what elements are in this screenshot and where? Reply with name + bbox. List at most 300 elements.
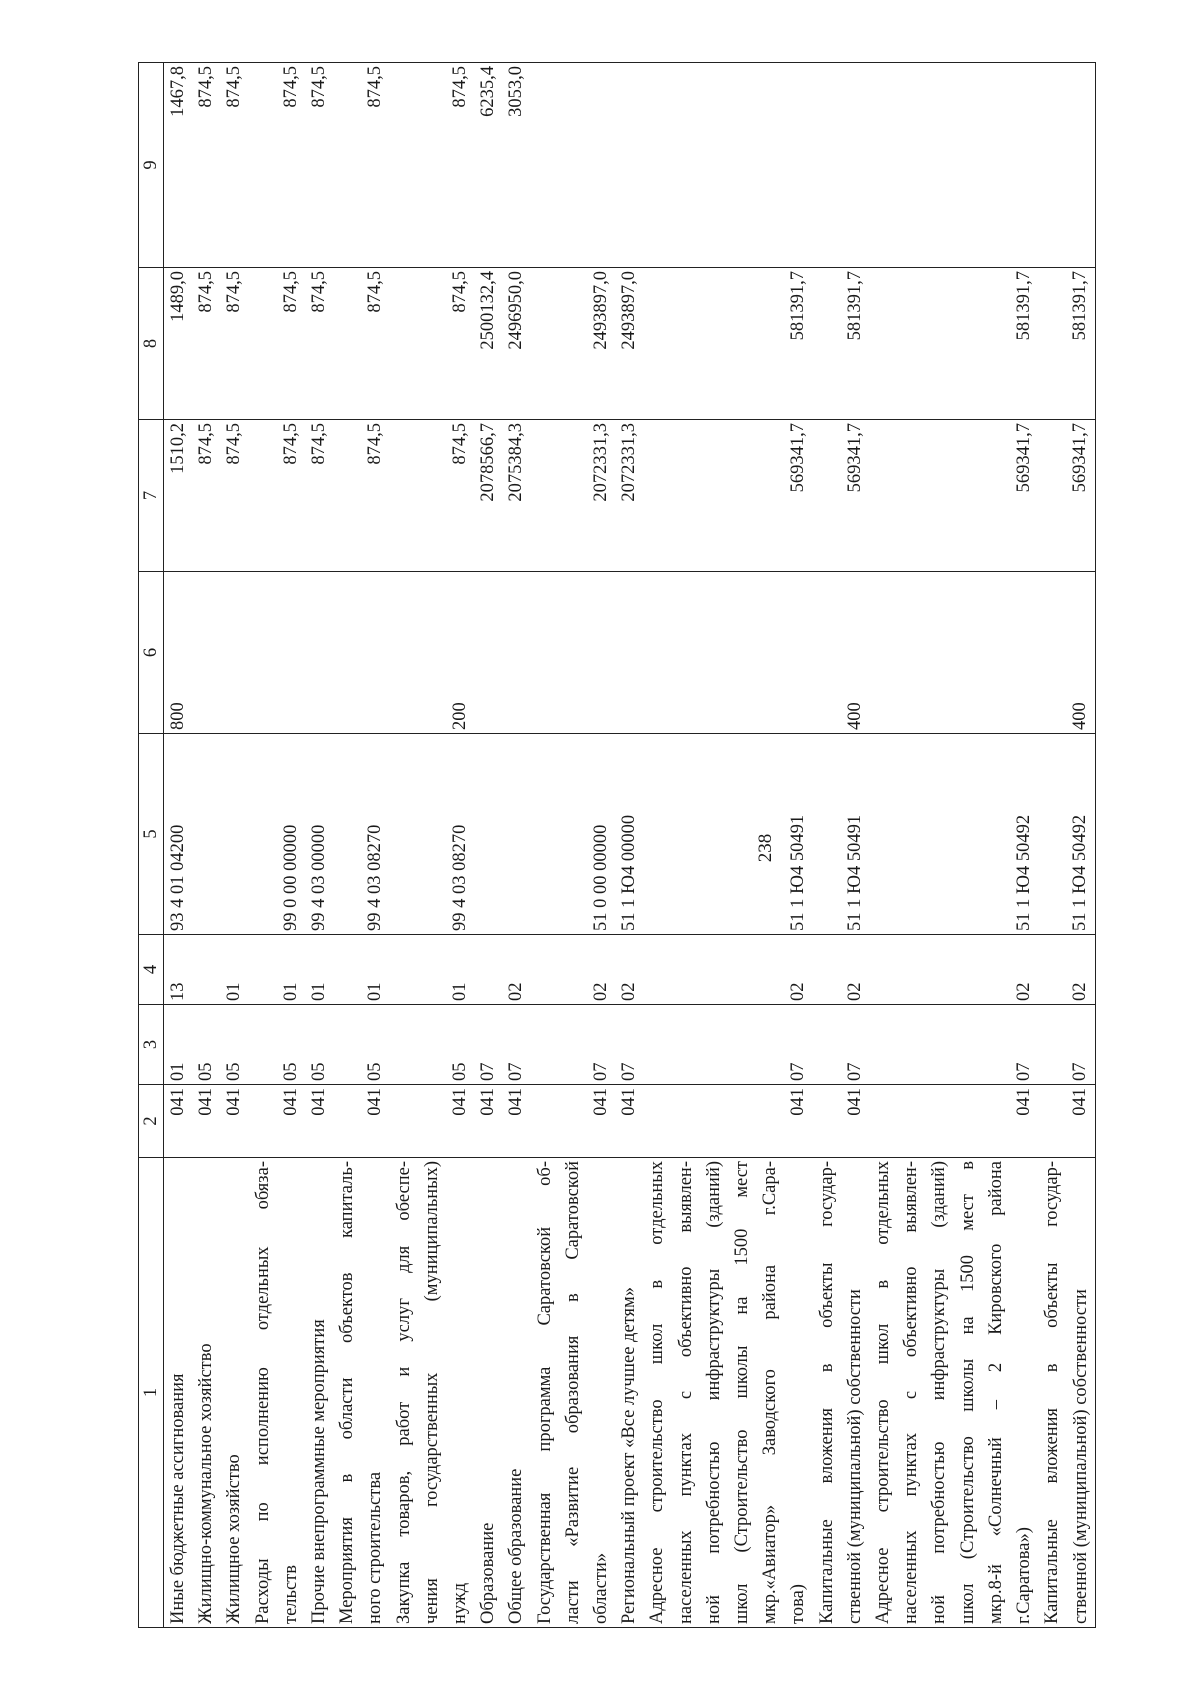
row-name-cell <box>869 1158 1038 1628</box>
code-cell-4-value: 13 <box>168 982 188 1001</box>
amount-cell-7-value: 569341,7 <box>844 423 865 493</box>
amount-cell-8 <box>164 268 193 420</box>
code-cell-2 <box>531 1085 616 1158</box>
code-cell-6 <box>531 572 616 734</box>
column-header: 5 <box>139 734 164 935</box>
code-cell-6 <box>192 572 220 734</box>
code-cell-4-value: 02 <box>844 982 865 1001</box>
row-name-cell <box>305 1158 333 1628</box>
amount-cell-8 <box>813 268 869 420</box>
amount-cell-9 <box>249 63 305 268</box>
code-cell-4 <box>192 935 220 1005</box>
column-header: 6 <box>139 572 164 734</box>
amount-cell-7 <box>531 420 616 572</box>
row-name-line: мкр.8-й «Солнечный – 2 Кировского района <box>985 1161 1006 1624</box>
cell-spacer <box>390 575 446 730</box>
cell-spacer <box>333 1008 361 1081</box>
code-cell-3 <box>813 1005 869 1085</box>
amount-cell-8 <box>249 268 305 420</box>
amount-cell-9-value: 1467,8 <box>168 66 188 117</box>
cell-spacer <box>249 1088 277 1154</box>
row-name-cell <box>390 1158 475 1628</box>
cell-spacer <box>1038 737 1066 931</box>
code-cell-2-value: 041 <box>478 1088 499 1116</box>
cell-spacer <box>390 938 446 1001</box>
amount-cell-9-value: 874,5 <box>280 66 301 108</box>
amount-cell-7 <box>390 420 475 572</box>
amount-cell-9 <box>502 63 530 268</box>
amount-cell-9-value: 874,5 <box>365 66 386 108</box>
row-name-line: населенных пунктах с объективно выявлен- <box>675 1161 696 1624</box>
amount-cell-8 <box>474 268 502 420</box>
row-name-cell <box>164 1158 193 1628</box>
cell-spacer <box>869 271 1010 416</box>
code-cell-4 <box>643 935 812 1005</box>
amount-cell-7-value: 2075384,3 <box>506 423 527 502</box>
column-header: 7 <box>139 420 164 572</box>
row-name-line: Капитальные вложения в объекты государ- <box>816 1161 837 1624</box>
code-cell-5 <box>531 734 616 935</box>
amount-cell-9 <box>305 63 333 268</box>
table-row <box>615 63 643 1628</box>
amount-cell-8-value: 2493897,0 <box>619 271 640 350</box>
code-cell-4-value: 02 <box>591 982 612 1001</box>
amount-cell-8-value: 581391,7 <box>788 271 809 341</box>
row-name-cell <box>502 1158 530 1628</box>
amount-cell-9 <box>615 63 643 268</box>
code-cell-3 <box>502 1005 530 1085</box>
code-cell-4 <box>813 935 869 1005</box>
code-cell-5 <box>333 734 389 935</box>
code-cell-6 <box>1038 572 1095 734</box>
code-cell-2-value: 041 <box>196 1088 217 1116</box>
code-cell-2-value: 041 <box>280 1088 301 1116</box>
code-cell-4 <box>1038 935 1095 1005</box>
amount-cell-7 <box>164 420 193 572</box>
code-cell-3-value: 05 <box>196 1062 217 1081</box>
code-cell-2 <box>164 1085 193 1158</box>
amount-cell-7 <box>474 420 502 572</box>
code-cell-2-value: 041 <box>168 1088 188 1116</box>
code-cell-3 <box>531 1005 616 1085</box>
row-name-cell <box>220 1158 248 1628</box>
row-name-line: Общее образование <box>506 1468 527 1624</box>
code-cell-5 <box>813 734 869 935</box>
code-cell-6 <box>643 572 812 734</box>
code-cell-4 <box>390 935 475 1005</box>
column-header: 1 <box>139 1158 164 1628</box>
code-cell-5 <box>615 734 643 935</box>
row-name-cell <box>1038 1158 1095 1628</box>
cell-spacer <box>333 575 361 730</box>
amount-cell-9 <box>333 63 389 268</box>
cell-spacer <box>390 66 446 264</box>
cell-spacer <box>333 271 361 416</box>
code-cell-3-value: 07 <box>844 1062 865 1081</box>
amount-cell-8 <box>643 268 812 420</box>
code-cell-4-value: 01 <box>309 982 330 1001</box>
code-cell-2 <box>249 1085 305 1158</box>
code-cell-5 <box>869 734 1038 935</box>
code-cell-6 <box>164 572 193 734</box>
row-name-line: Закупка товаров, работ и услуг для обеспе- <box>393 1161 414 1624</box>
amount-cell-9 <box>531 63 616 268</box>
code-cell-6 <box>474 572 502 734</box>
code-cell-3-value: 01 <box>168 1062 188 1081</box>
code-cell-4 <box>615 935 643 1005</box>
code-cell-6-value: 400 <box>1070 702 1091 730</box>
amount-cell-8-value: 874,5 <box>224 271 245 313</box>
row-name-line: ной потребностью инфраструктуры (зданий) <box>929 1161 950 1624</box>
amount-cell-7-value: 569341,7 <box>788 423 809 493</box>
cell-spacer <box>813 938 841 1001</box>
code-cell-2 <box>869 1085 1038 1158</box>
row-name-line: Прочие внепрограммные мероприятия <box>309 1319 330 1624</box>
amount-cell-8 <box>333 268 389 420</box>
amount-cell-8-value: 581391,7 <box>1014 271 1035 341</box>
code-cell-2 <box>390 1085 475 1158</box>
code-cell-4 <box>249 935 305 1005</box>
code-cell-5-value: 51 1 Ю4 50492 <box>1014 814 1035 931</box>
code-cell-3 <box>220 1005 248 1085</box>
amount-cell-8 <box>305 268 333 420</box>
cell-spacer <box>249 737 277 931</box>
table-row <box>1038 63 1095 1628</box>
row-name-line: тельств <box>280 1565 301 1624</box>
amount-cell-9 <box>192 63 220 268</box>
row-name-line: Расходы по исполнению отдельных обяза- <box>252 1161 273 1624</box>
cell-spacer <box>813 271 841 416</box>
code-cell-5 <box>220 734 248 935</box>
column-header: 4 <box>139 935 164 1005</box>
cell-spacer <box>869 423 1010 568</box>
table-row <box>531 63 616 1628</box>
table-row <box>390 63 475 1628</box>
code-cell-5-value: 99 0 00 00000 <box>280 824 301 931</box>
cell-spacer <box>643 1008 784 1081</box>
cell-spacer <box>643 423 784 568</box>
column-header: 9 <box>139 63 164 268</box>
table-row <box>164 63 193 1628</box>
code-cell-3-value: 05 <box>365 1062 386 1081</box>
amount-cell-7-value: 874,5 <box>365 423 386 465</box>
row-name-line: Образование <box>478 1522 499 1624</box>
code-cell-2 <box>474 1085 502 1158</box>
row-name-cell <box>531 1158 616 1628</box>
code-cell-3 <box>474 1005 502 1085</box>
cell-spacer <box>813 737 841 931</box>
code-cell-4-value: 01 <box>224 982 245 1001</box>
amount-cell-7-value: 2072331,3 <box>591 423 612 502</box>
code-cell-6 <box>333 572 389 734</box>
row-name-line: Региональный проект «Все лучшее детям» <box>619 1287 640 1624</box>
code-cell-4 <box>333 935 389 1005</box>
code-cell-2-value: 041 <box>788 1088 809 1116</box>
code-cell-6 <box>305 572 333 734</box>
amount-cell-8 <box>1038 268 1095 420</box>
amount-cell-9 <box>813 63 869 268</box>
amount-cell-7-value: 874,5 <box>196 423 217 465</box>
cell-spacer <box>1038 1008 1066 1081</box>
amount-cell-9 <box>220 63 248 268</box>
rotated-table-wrapper <box>138 63 1200 1628</box>
code-cell-5 <box>164 734 193 935</box>
code-cell-2 <box>813 1085 869 1158</box>
amount-cell-7 <box>869 420 1038 572</box>
amount-cell-9 <box>643 63 812 268</box>
amount-cell-8-value: 581391,7 <box>1070 271 1091 341</box>
code-cell-3-value: 05 <box>280 1062 301 1081</box>
cell-spacer <box>1038 1088 1066 1154</box>
cell-spacer <box>869 66 1010 264</box>
cell-spacer <box>1038 66 1066 264</box>
code-cell-6 <box>220 572 248 734</box>
amount-cell-7 <box>305 420 333 572</box>
row-name-line: ственной (муниципальной) собственности <box>1070 1289 1091 1624</box>
amount-cell-8-value: 874,5 <box>280 271 301 313</box>
code-cell-5-value: 99 4 03 08270 <box>365 824 386 931</box>
table-row <box>643 63 812 1628</box>
cell-spacer <box>1038 271 1066 416</box>
cell-spacer <box>813 1008 841 1081</box>
amount-cell-7 <box>502 420 530 572</box>
amount-cell-7-value: 874,5 <box>224 423 245 465</box>
code-cell-3 <box>615 1005 643 1085</box>
row-name-cell <box>813 1158 869 1628</box>
code-cell-5-value: 51 1 Ю4 50491 <box>788 814 809 931</box>
code-cell-3 <box>249 1005 305 1085</box>
code-cell-2-value: 041 <box>844 1088 865 1116</box>
code-cell-2 <box>192 1085 220 1158</box>
cell-spacer <box>869 575 1010 730</box>
code-cell-6 <box>502 572 530 734</box>
amount-cell-9-value: 6235,4 <box>478 66 499 117</box>
table-row <box>192 63 220 1628</box>
column-header: 8 <box>139 268 164 420</box>
code-cell-4 <box>220 935 248 1005</box>
cell-spacer <box>1038 938 1066 1001</box>
amount-cell-7-value: 1510,2 <box>168 423 188 474</box>
cell-spacer <box>531 575 587 730</box>
amount-cell-7 <box>249 420 305 572</box>
row-name-line: ласти «Развитие образования в Саратовской <box>562 1161 583 1624</box>
row-name-line: това) <box>788 1584 809 1624</box>
code-cell-5-value: 51 0 00 00000 <box>591 824 612 931</box>
code-cell-5-value: 93 4 01 04200 <box>168 824 188 931</box>
code-cell-5 <box>1038 734 1095 935</box>
code-cell-3 <box>333 1005 389 1085</box>
row-name-line: Государственная программа Саратовской об- <box>534 1161 555 1624</box>
page-number: 238 <box>755 833 776 863</box>
amount-cell-7 <box>192 420 220 572</box>
code-cell-5-value: 99 4 03 08270 <box>450 824 471 931</box>
cell-spacer <box>390 1008 446 1081</box>
code-cell-4-value: 02 <box>1014 982 1035 1001</box>
cell-spacer <box>249 271 277 416</box>
cell-spacer <box>531 271 587 416</box>
cell-spacer <box>531 938 587 1001</box>
amount-cell-9 <box>474 63 502 268</box>
code-cell-5-value: 99 4 03 00000 <box>309 824 330 931</box>
code-cell-2-value: 041 <box>309 1088 330 1116</box>
amount-cell-8 <box>615 268 643 420</box>
code-cell-3 <box>869 1005 1038 1085</box>
code-cell-2 <box>333 1085 389 1158</box>
code-cell-6 <box>813 572 869 734</box>
row-name-line: г.Саратова») <box>1014 1527 1035 1624</box>
code-cell-2 <box>1038 1085 1095 1158</box>
table-row <box>220 63 248 1628</box>
cell-spacer <box>390 737 446 931</box>
code-cell-4-value: 02 <box>619 982 640 1001</box>
code-cell-5 <box>305 734 333 935</box>
amount-cell-8-value: 2493897,0 <box>591 271 612 350</box>
row-name-line: Адресное строительство школ в отдельных <box>647 1161 668 1624</box>
cell-spacer <box>333 66 361 264</box>
column-header: 2 <box>139 1085 164 1158</box>
code-cell-2-value: 041 <box>1014 1088 1035 1116</box>
amount-cell-8 <box>220 268 248 420</box>
amount-cell-8-value: 874,5 <box>365 271 386 313</box>
code-cell-4-value: 02 <box>1070 982 1091 1001</box>
code-cell-2 <box>615 1085 643 1158</box>
cell-spacer <box>333 1088 361 1154</box>
row-name-cell <box>333 1158 389 1628</box>
amount-cell-8-value: 874,5 <box>450 271 471 313</box>
code-cell-6 <box>869 572 1038 734</box>
amount-cell-7 <box>813 420 869 572</box>
code-cell-2 <box>305 1085 333 1158</box>
code-cell-3 <box>390 1005 475 1085</box>
code-cell-4 <box>531 935 616 1005</box>
code-cell-3-value: 07 <box>788 1062 809 1081</box>
amount-cell-8 <box>869 268 1038 420</box>
cell-spacer <box>390 423 446 568</box>
code-cell-3 <box>305 1005 333 1085</box>
table-row <box>333 63 389 1628</box>
cell-spacer <box>643 575 784 730</box>
row-name-line: Иные бюджетные ассигнования <box>168 1373 188 1624</box>
amount-cell-7 <box>643 420 812 572</box>
amount-cell-8 <box>192 268 220 420</box>
cell-spacer <box>249 66 277 264</box>
row-name-cell <box>615 1158 643 1628</box>
row-name-line: ственной (муниципальной) собственности <box>844 1289 865 1624</box>
code-cell-2-value: 041 <box>224 1088 245 1116</box>
code-cell-4-value: 02 <box>788 982 809 1001</box>
cell-spacer <box>333 737 361 931</box>
cell-spacer <box>643 1088 784 1154</box>
code-cell-2 <box>220 1085 248 1158</box>
code-cell-5 <box>390 734 475 935</box>
cell-spacer <box>531 1088 587 1154</box>
code-cell-3 <box>1038 1005 1095 1085</box>
code-cell-4 <box>869 935 1038 1005</box>
code-cell-5 <box>643 734 812 935</box>
amount-cell-7 <box>333 420 389 572</box>
amount-cell-9 <box>164 63 193 268</box>
amount-cell-7 <box>1038 420 1095 572</box>
amount-cell-8 <box>390 268 475 420</box>
cell-spacer <box>1038 423 1066 568</box>
amount-cell-7-value: 569341,7 <box>1070 423 1091 493</box>
code-cell-3-value: 07 <box>591 1062 612 1081</box>
code-cell-2-value: 041 <box>365 1088 386 1116</box>
amount-cell-9-value: 3053,0 <box>506 66 527 117</box>
row-name-line: ной потребностью инфраструктуры (зданий) <box>703 1161 724 1624</box>
row-name-line: населенных пунктах с объективно выявлен- <box>901 1161 922 1624</box>
amount-cell-8-value: 1489,0 <box>168 271 188 322</box>
cell-spacer <box>249 1008 277 1081</box>
cell-spacer <box>813 423 841 568</box>
cell-spacer <box>249 423 277 568</box>
code-cell-3-value: 05 <box>450 1062 471 1081</box>
row-name-line: Адресное строительство школ в отдельных <box>873 1161 894 1624</box>
cell-spacer <box>249 575 277 730</box>
cell-spacer <box>531 737 587 931</box>
code-cell-5 <box>249 734 305 935</box>
cell-spacer <box>813 575 841 730</box>
cell-spacer <box>869 737 1010 931</box>
code-cell-3-value: 05 <box>309 1062 330 1081</box>
amount-cell-9-value: 874,5 <box>224 66 245 108</box>
cell-spacer <box>531 66 587 264</box>
cell-spacer <box>249 938 277 1001</box>
cell-spacer <box>333 938 361 1001</box>
code-cell-5-value: 51 1 Ю4 00000 <box>619 814 640 931</box>
code-cell-5 <box>474 734 502 935</box>
row-name-cell <box>474 1158 502 1628</box>
code-cell-5 <box>192 734 220 935</box>
amount-cell-7 <box>615 420 643 572</box>
table-row <box>474 63 502 1628</box>
code-cell-5-value: 51 1 Ю4 50491 <box>844 814 865 931</box>
amount-cell-8-value: 874,5 <box>309 271 330 313</box>
code-cell-2-value: 041 <box>591 1088 612 1116</box>
code-cell-4-value: 02 <box>506 982 527 1001</box>
code-cell-4 <box>164 935 193 1005</box>
table-row <box>249 63 305 1628</box>
row-name-cell <box>643 1158 812 1628</box>
cell-spacer <box>643 737 784 931</box>
row-name-line: чения государственных (муниципальных) <box>421 1161 442 1624</box>
amount-cell-9 <box>390 63 475 268</box>
code-cell-6 <box>249 572 305 734</box>
code-cell-5-value: 51 1 Ю4 50492 <box>1070 814 1091 931</box>
code-cell-4-value: 01 <box>450 982 471 1001</box>
amount-cell-9-value: 874,5 <box>196 66 217 108</box>
code-cell-3-value: 07 <box>619 1062 640 1081</box>
code-cell-2 <box>643 1085 812 1158</box>
code-cell-6 <box>615 572 643 734</box>
table-row <box>813 63 869 1628</box>
amount-cell-8-value: 2500132,4 <box>478 271 499 350</box>
cell-spacer <box>531 1008 587 1081</box>
code-cell-6-value: 800 <box>168 702 188 730</box>
cell-spacer <box>813 1088 841 1154</box>
row-name-line: школ (Строительство школы на 1500 мест в <box>957 1161 978 1624</box>
amount-cell-7 <box>220 420 248 572</box>
row-name-line: школ (Строительство школы на 1500 мест <box>732 1161 753 1624</box>
amount-cell-8-value: 2496950,0 <box>506 271 527 350</box>
row-name-cell <box>192 1158 220 1628</box>
code-cell-4-value: 01 <box>365 982 386 1001</box>
code-cell-3 <box>643 1005 812 1085</box>
table-row <box>869 63 1038 1628</box>
table-row <box>502 63 530 1628</box>
cell-spacer <box>869 1008 1010 1081</box>
code-cell-2 <box>502 1085 530 1158</box>
